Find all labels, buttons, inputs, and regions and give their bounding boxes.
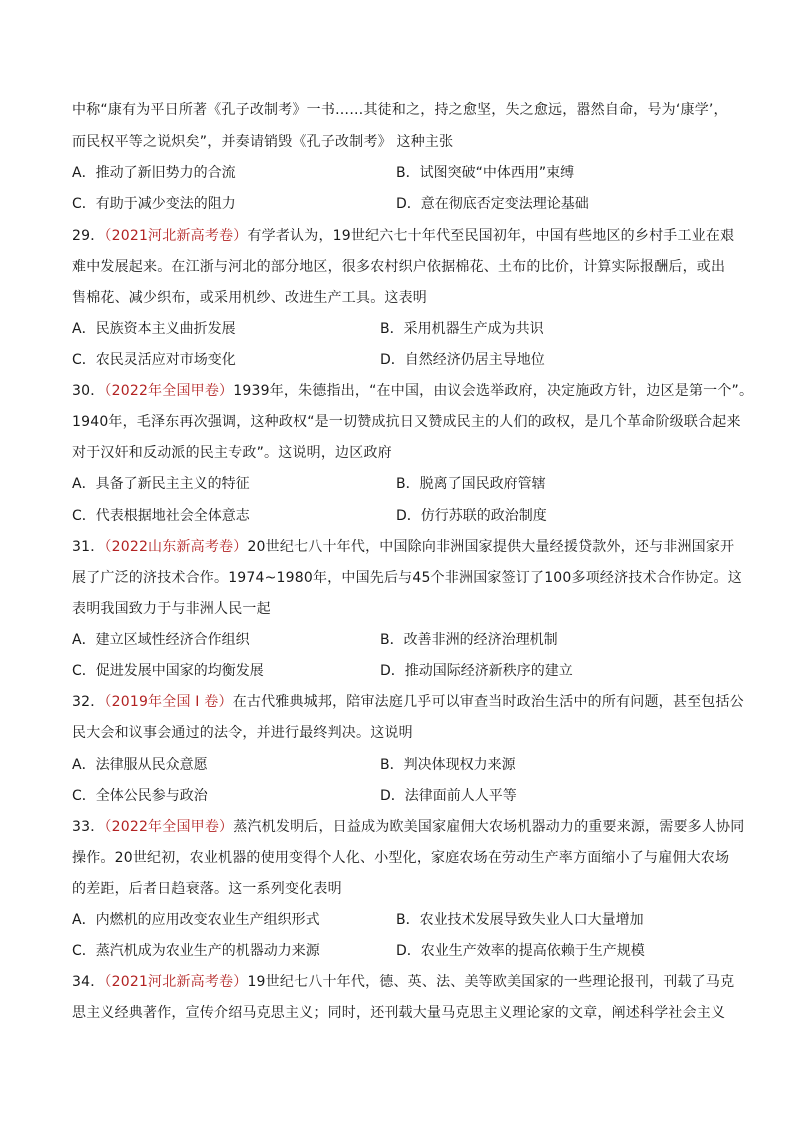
question-33-line-1 [72,817,744,837]
question-text: 在古代雅典城邦，陪审法庭几乎可以审查当时政治生活中的所有问题，甚至包括公 [232,694,744,710]
question-34-line-1 [72,972,734,992]
question-source: （2019年全国 I 卷） [104,694,233,710]
question-30-option-c: C．代表根据地社会全体意志 [72,508,250,524]
question-31-option-c: C．促进发展中国家的均衡发展 [72,663,264,679]
intro-option-d: D．意在彻底否定变法理论基础 [396,196,589,212]
question-number: 34． [72,974,105,990]
question-31-option-d: D．推动国际经济新秩序的建立 [380,663,573,679]
question-31-line-1 [72,537,734,557]
question-29-line-1 [72,226,734,246]
intro-line-2: 而民权平等之说炽矣”，并奏请销毁《孔子改制考》 这种主张 [72,134,454,150]
intro-line-1: 中称“康有为平日所著《孔子改制考》一书……其徒和之，持之愈坚，失之愈远，嚣然自命，号为‘康学’， [72,102,728,118]
question-source: （2022年全国甲卷） [104,819,234,835]
question-text: 蒸汽机发明后，日益成为欧美国家雇佣大农场机器动力的重要来源，需要多人协同 [233,819,745,835]
question-32-option-c: C．全体公民参与政治 [72,788,208,804]
question-number: 33． [72,819,105,835]
question-32-line-2: 民大会和议事会通过的法令，并进行最终判决。这说明 [72,725,413,741]
question-30-option-d: D．仿行苏联的政治制度 [396,508,547,524]
question-source: （2022年全国甲卷） [104,383,234,399]
question-32-option-a: A．法律服从民众意愿 [72,757,208,773]
question-text: 20世纪七八十年代，中国除向非洲国家提供大量经援贷款外，还与非洲国家开 [247,539,735,555]
question-30-line-3: 对于汉奸和反动派的民主专政”。这说明，边区政府 [72,445,392,461]
question-30-line-1 [72,381,753,401]
question-33-option-a: A．内燃机的应用改变农业生产组织形式 [72,912,320,928]
question-33-option-c: C．蒸汽机成为农业生产的机器动力来源 [72,943,320,959]
question-31-option-b: B．改善非洲的经济治理机制 [380,632,558,648]
question-33-line-3: 的差距，后者日趋衰落。这一系列变化表明 [72,881,342,897]
question-text: 1939年，朱德指出，“在中国，由议会选举政府，决定施政方针，边区是第一个”。 [233,383,754,399]
question-33-line-2: 操作。20世纪初，农业机器的使用变得个人化、小型化，家庭农场在劳动生产率方面缩小了与雇佣大农场 [72,850,730,866]
question-34-line-2: 思主义经典著作，宣传介绍马克思主义；同时，还刊载大量马克思主义理论家的文章，阐述科学社会主义 [72,1005,726,1021]
intro-option-a: A．推动了新旧势力的合流 [72,165,236,181]
intro-option-b: B．试图突破“中体西用”束缚 [396,165,575,181]
question-33-option-d: D．农业生产效率的提高依赖于生产规模 [396,943,645,959]
question-31-line-2: 展了广泛的济技术合作。1974~1980年，中国先后与45个非洲国家签订了100多项经济技术合作协定。这 [72,570,742,586]
question-32-option-d: D．法律面前人人平等 [380,788,517,804]
question-32-option-b: B．判决体现权力来源 [380,757,516,773]
question-number: 29． [72,228,105,244]
question-source: （2021河北新高考卷） [104,974,248,990]
question-30-option-b: B．脱离了国民政府管辖 [396,476,546,492]
intro-option-c: C．有助于减少变法的阻力 [72,196,236,212]
question-number: 30． [72,383,105,399]
question-29-option-d: D．自然经济仍居主导地位 [380,352,545,368]
question-31-option-a: A．建立区域性经济合作组织 [72,632,250,648]
question-29-line-3: 售棉花、减少织布，或采用机纱、改进生产工具。这表明 [72,290,427,306]
question-31-line-3: 表明我国致力于与非洲人民一起 [72,601,271,617]
question-32-line-1 [72,692,744,712]
question-source: （2021河北新高考卷） [104,228,248,244]
question-29-option-c: C．农民灵活应对市场变化 [72,352,236,368]
question-number: 31． [72,539,105,555]
question-33-option-b: B．农业技术发展导致失业人口大量增加 [396,912,644,928]
question-source: （2022山东新高考卷） [104,539,248,555]
question-text: 19世纪七八十年代，德、英、法、美等欧美国家的一些理论报刊，刊载了马克 [247,974,735,990]
question-30-option-a: A．具备了新民主主义的特征 [72,476,250,492]
question-29-line-2: 难中发展起来。在江浙与河北的部分地区，很多农村织户依据棉花、土布的比价，计算实际报酬后，或出 [72,259,726,275]
question-30-line-2: 1940年，毛泽东再次强调，这种政权“是一切赞成抗日又赞成民主的人们的政权，是几个革命阶级联合起来 [72,414,741,430]
question-29-option-b: B．采用机器生产成为共识 [380,321,544,337]
question-29-option-a: A．民族资本主义曲折发展 [72,321,236,337]
question-number: 32． [72,694,105,710]
question-text: 有学者认为，19世纪六七十年代至民国初年，中国有些地区的乡村手工业在艰 [247,228,735,244]
